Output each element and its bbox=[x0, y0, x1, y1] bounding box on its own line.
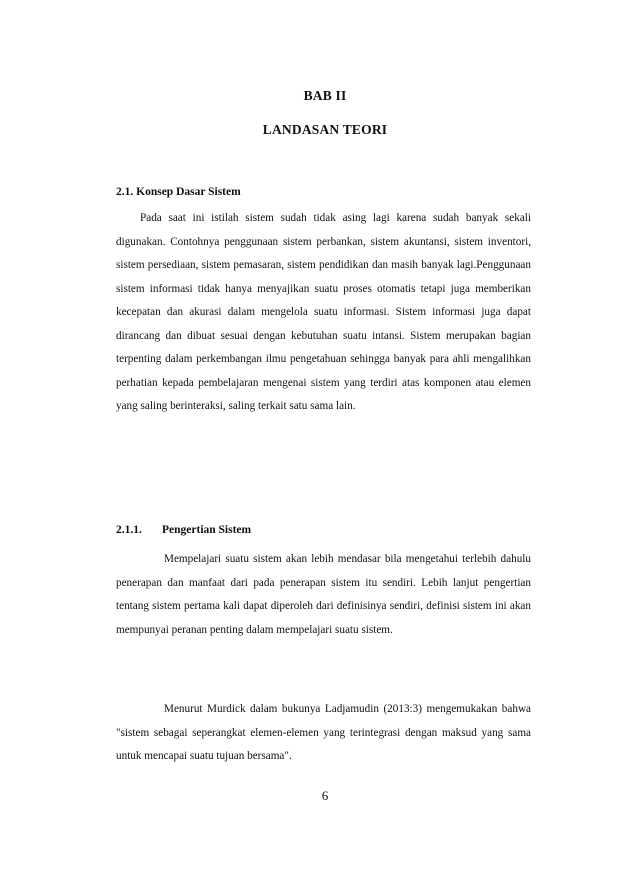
subsection-heading bbox=[116, 524, 251, 536]
page-number: 6 bbox=[321, 788, 329, 803]
chapter-title: LANDASAN TEORI bbox=[262, 122, 388, 137]
section-paragraph: Pada saat ini istilah sistem sudah tidak asing lagi karena sudah banyak sekali digunakan. Contohnya penggunaan sistem perbankan, sistem akuntansi, sistem inventori, sistem persediaan, sistem pemasaran, sistem pendidikan dan masih banyak lagi.Penggunaan sistem informasi tidak hanya menyajikan suatu proses otomatis tetapi juga memberikan kecepatan dan akurasi dalam mengelola suatu informasi. Sistem informasi juga dapat dirancang dan dibuat sesuai dengan kebutuhan suatu intansi. Sistem merupakan bagian terpenting dalam perkembangan ilmu pengetahuan sehingga banyak para ahli mengalihkan perhatian kepada pembelajaran mengenai sistem yang terdiri atas komponen atau elemen yang saling berinteraksi, saling terkait satu sama lain. bbox=[116, 212, 531, 412]
chapter-number: BAB II bbox=[303, 88, 347, 103]
subsection-paragraph-1: Mempelajari suatu sistem akan lebih mendasar bila mengetahui terlebih dahulu penerapan dan manfaat dari pada penerapan sistem itu sendiri. Lebih lanjut pengertian tentang sistem pertama kali dapat diperoleh dari definisinya sendiri, definisi sistem ini akan mempunyai peranan penting dalam mempelajari suatu sistem. bbox=[116, 553, 531, 636]
subsection-title: Pengertian Sistem bbox=[162, 524, 252, 536]
section-heading: 2.1. Konsep Dasar Sistem bbox=[116, 186, 241, 198]
subsection-paragraph-2: Menurut Murdick dalam bukunya Ladjamudin (2013:3) mengemukakan bahwa "sistem sebagai seperangkat elemen-elemen yang terintegrasi dengan maksud yang sama untuk mencapai suatu tujuan bersama". bbox=[116, 703, 531, 762]
subsection-number: 2.1.1. bbox=[116, 524, 142, 536]
